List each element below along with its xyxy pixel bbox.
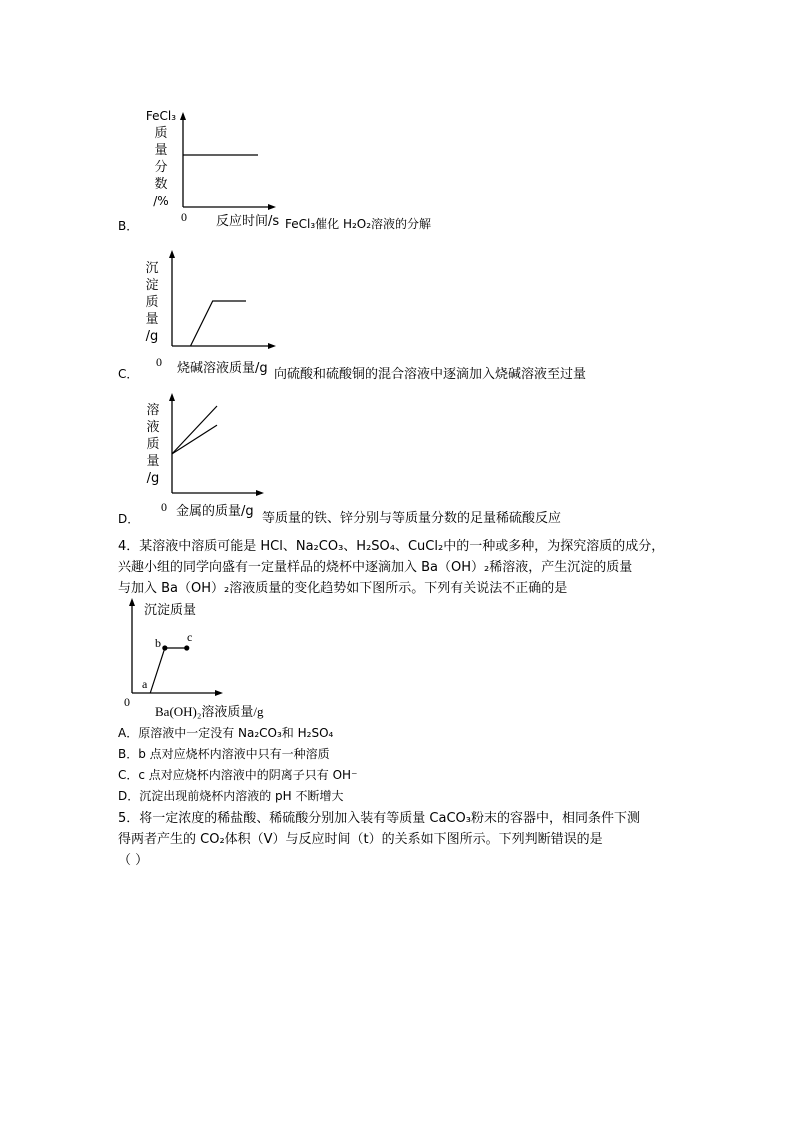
optionB-chart xyxy=(170,112,280,212)
ylabel-char: 沉 xyxy=(145,261,159,276)
ylabel-char: 溶 xyxy=(146,403,160,418)
optionD-letter: D． xyxy=(118,512,140,526)
q4-option-c: C．c 点对应烧杯内溶液中的阴离子只有 OH⁻ xyxy=(118,768,358,782)
optionD-zero: 0 xyxy=(161,500,167,514)
y-axis-arrow xyxy=(180,112,186,120)
optionB-xlabel: 反应时间/s xyxy=(216,214,280,229)
q4-chart xyxy=(125,598,230,698)
ylabel-char: 分 xyxy=(154,160,168,175)
optionD-chart xyxy=(160,393,270,498)
optionC-letter: C． xyxy=(118,367,139,381)
q5-line1: 5．将一定浓度的稀盐酸、稀硫酸分别加入装有等质量 CaCO₃粉末的容器中，相同条件下测 xyxy=(118,811,640,826)
optionB-desc: FeCl₃催化 H₂O₂溶液的分解 xyxy=(285,217,432,231)
q4-point-b-label: b xyxy=(155,636,161,650)
x-axis-arrow xyxy=(215,690,223,696)
data-point xyxy=(162,645,167,650)
ylabel-char: /% xyxy=(153,194,169,208)
q4-point-c-label: c xyxy=(187,630,193,644)
q5-line3: （ ） xyxy=(118,853,149,868)
x-axis-arrow xyxy=(256,490,264,496)
ylabel-char: 淀 xyxy=(145,278,159,293)
q5-line2: 得两者产生的 CO₂体积（V）与反应时间（t）的关系如下图所示。下列判断错误的是 xyxy=(118,832,603,847)
series-line-1 xyxy=(191,301,247,346)
q4-line1: 4．某溶液中溶质可能是 HCl、Na₂CO₃、H₂SO₄、CuCl₂中的一种或多种，为探究溶质的成分， xyxy=(118,539,665,554)
y-axis-arrow xyxy=(129,598,135,606)
series-line-1 xyxy=(150,648,187,693)
ylabel-char: 质 xyxy=(146,437,160,452)
q4-option-b: B．b 点对应烧杯内溶液中只有一种溶质 xyxy=(118,747,330,761)
ylabel-char: 量 xyxy=(145,312,159,327)
optionC-chart xyxy=(160,250,280,352)
optionC-desc: 向硫酸和硫酸铜的混合溶液中逐滴加入烧碱溶液至过量 xyxy=(274,367,587,382)
q4-xlabel: Ba(OH)₂溶液质量/g xyxy=(155,704,264,719)
ylabel-char: 量 xyxy=(146,454,160,469)
q4-line2: 兴趣小组的同学向盛有一定量样品的烧杯中逐滴加入 Ba（OH）₂稀溶液，产生沉淀的质量 xyxy=(118,560,633,575)
q4-option-d: D．沉淀出现前烧杯内溶液的 pH 不断增大 xyxy=(118,789,344,803)
ylabel-char: FeCl₃ xyxy=(145,109,177,123)
q4-line3: 与加入 Ba（OH）₂溶液质量的变化趋势如下图所示。下列有关说法不正确的是 xyxy=(118,581,568,596)
ylabel-char: /g xyxy=(145,329,159,344)
data-point xyxy=(184,645,189,650)
q4-ylabel: 沉淀质量 xyxy=(144,603,197,618)
x-axis-arrow xyxy=(268,343,276,349)
ylabel-char: 液 xyxy=(146,420,160,435)
q4-option-a: A．原溶液中一定没有 Na₂CO₃和 H₂SO₄ xyxy=(118,726,334,740)
ylabel-char: 质 xyxy=(145,295,159,310)
optionB-letter: B． xyxy=(118,219,139,233)
ylabel-char: 质 xyxy=(154,126,168,141)
q4-point-a-label: a xyxy=(142,677,148,691)
y-axis-arrow xyxy=(169,250,175,258)
optionD-desc: 等质量的铁、锌分别与等质量分数的足量稀硫酸反应 xyxy=(262,511,562,526)
q4-zero: 0 xyxy=(124,695,130,709)
optionB-zero: 0 xyxy=(181,210,187,224)
optionD-xlabel: 金属的质量/g xyxy=(176,504,254,519)
y-axis-arrow xyxy=(169,393,175,401)
optionC-xlabel: 烧碱溶液质量/g xyxy=(177,361,268,376)
ylabel-char: /g xyxy=(146,471,160,486)
ylabel-char: 数 xyxy=(154,177,168,192)
ylabel-char: 量 xyxy=(154,143,168,158)
optionC-zero: 0 xyxy=(156,355,162,369)
